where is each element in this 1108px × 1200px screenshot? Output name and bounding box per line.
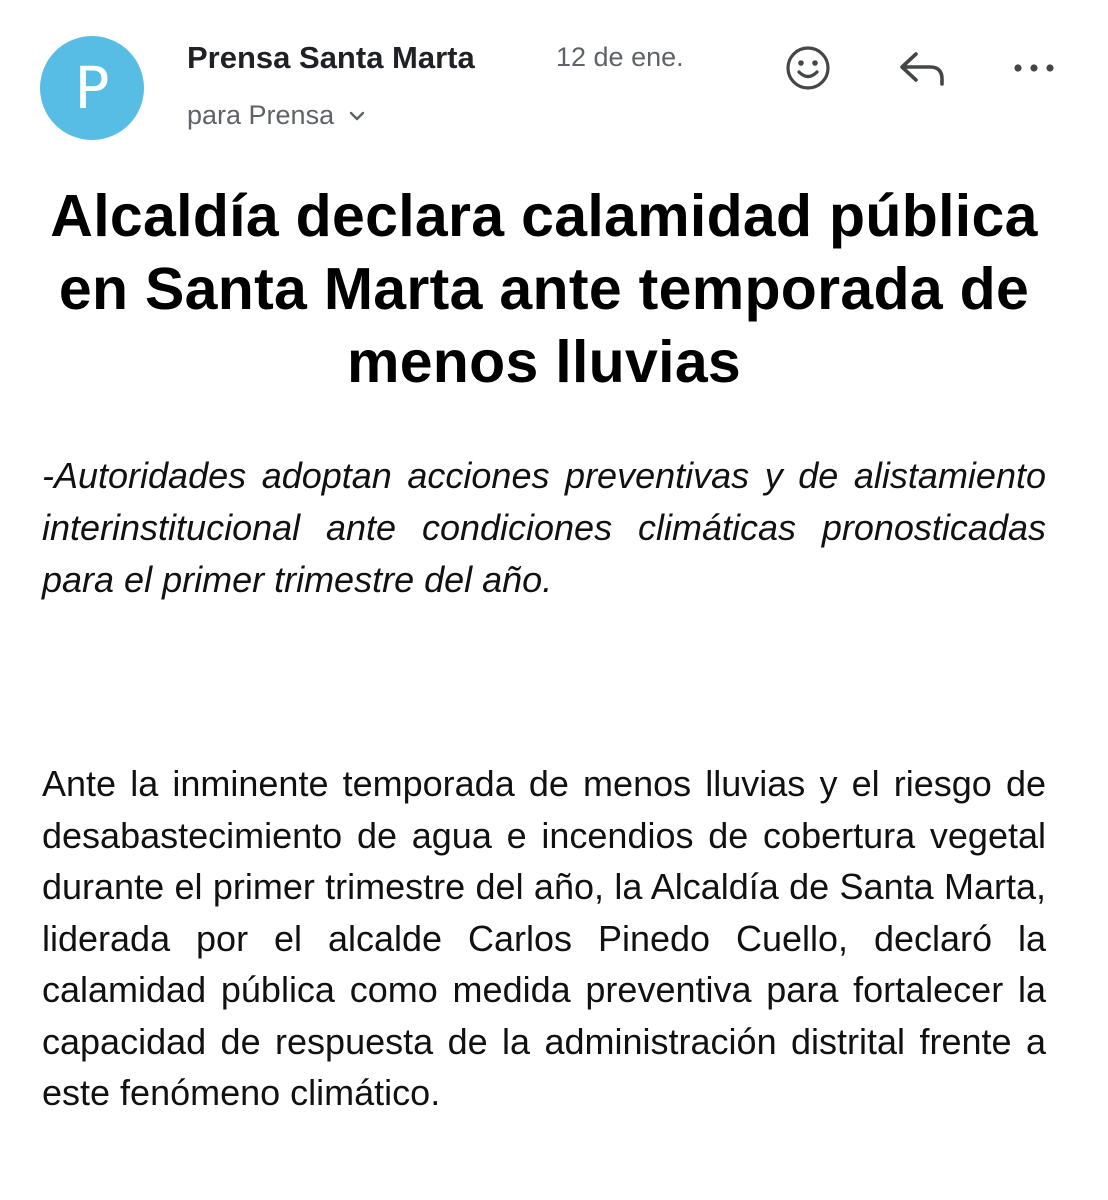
chevron-down-icon	[346, 105, 368, 127]
sender-avatar[interactable]	[40, 36, 144, 140]
email-header	[0, 0, 1108, 150]
avatar-letter: P	[74, 54, 110, 122]
reply-button[interactable]	[894, 40, 950, 96]
more-options-button[interactable]	[1006, 40, 1062, 96]
add-reaction-button[interactable]	[780, 40, 836, 96]
message-headline: Alcaldía declara calamidad pública en Santa Marta ante temporada de menos lluvias	[50, 183, 1038, 395]
reply-arrow-icon	[896, 46, 948, 90]
more-dots-icon	[1010, 61, 1058, 75]
smiley-face-icon	[784, 44, 832, 92]
message-paragraph: Ante la inminente temporada de menos lluvias y el riesgo de desabastecimiento de agua e incendios de cobertura vegetal durante el primer trimestre del año, la Alcaldía de Santa Marta, liderada por el alcalde Carlos Pinedo Cuello, declaró la calamidad pública como medida preventiva para fortalecer la capacidad de respuesta de la administración distrital frente a este fenómeno climático.	[42, 763, 1046, 1113]
recipient-toggle[interactable]	[187, 100, 368, 131]
sender-name[interactable]: Prensa Santa Marta	[187, 40, 475, 75]
message-body	[42, 180, 1046, 1113]
message-date: 12 de ene.	[556, 42, 684, 72]
message-subtitle: -Autoridades adoptan acciones preventivas y de alistamiento interinstitucional ante condiciones climáticas pronosticadas para el primer trimestre del año.	[42, 455, 1046, 600]
recipient-label: para Prensa	[187, 100, 335, 130]
